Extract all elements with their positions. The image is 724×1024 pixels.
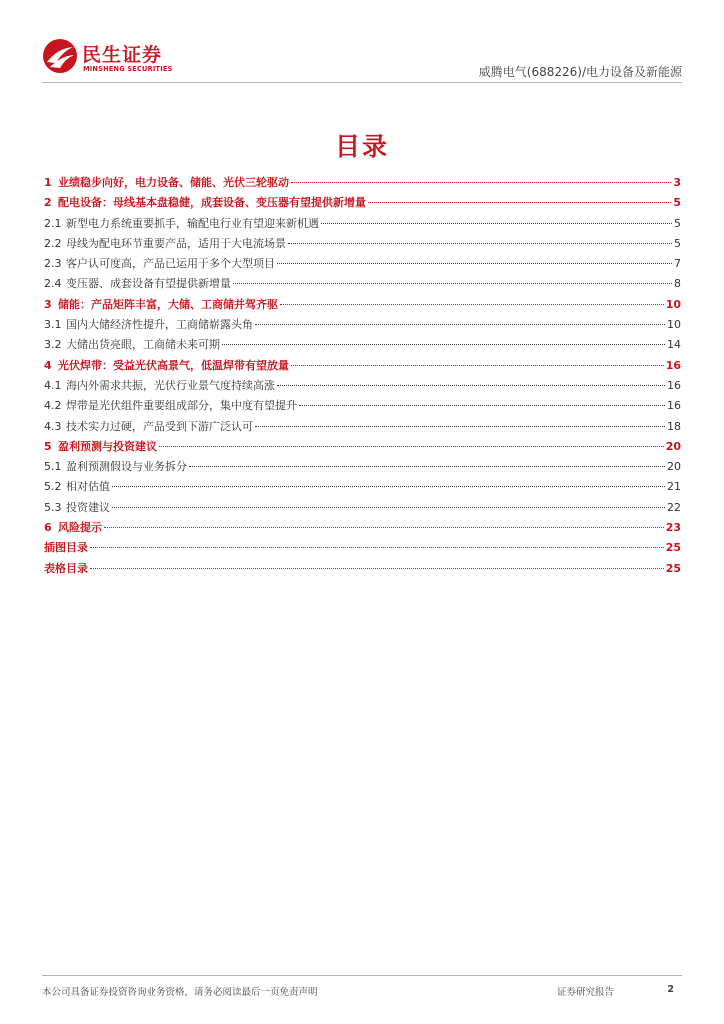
toc-dot-leader: [291, 182, 671, 183]
toc-dot-leader: [90, 547, 664, 548]
table-of-contents: [44, 174, 681, 580]
toc-entry-page: 25: [665, 541, 681, 555]
toc-entry-page: 16: [667, 378, 681, 392]
toc-entry-page: 20: [667, 460, 681, 474]
toc-entry-title: 表格目录: [44, 561, 88, 575]
toc-entry[interactable]: [44, 499, 681, 519]
toc-dot-leader: [233, 283, 672, 284]
toc-dot-leader: [90, 568, 664, 569]
toc-entry-number: 3.1: [44, 318, 62, 332]
toc-entry-page: 16: [665, 358, 681, 372]
footer-disclaimer: 本公司具备证券投资咨询业务资格，请务必阅读最后一页免责声明: [42, 987, 318, 998]
toc-dot-leader: [104, 527, 664, 528]
toc-entry-number: 4.1: [44, 378, 62, 392]
toc-entry-number: 2.1: [44, 216, 62, 230]
toc-entry-page: 3: [673, 176, 681, 189]
toc-entry[interactable]: [44, 397, 681, 417]
toc-entry-page: 21: [667, 480, 681, 494]
toc-entry-page: 5: [673, 196, 681, 210]
toc-dot-leader: [112, 486, 665, 487]
toc-dot-leader: [255, 324, 665, 325]
toc-entry-number: 6: [44, 521, 52, 535]
toc-entry-title: 风险提示: [58, 521, 102, 535]
toc-entry[interactable]: [44, 336, 681, 356]
minsheng-logo: [42, 38, 202, 78]
toc-dot-leader: [189, 466, 665, 467]
toc-entry-number: 1: [44, 176, 52, 189]
toc-entry-title: 插图目录: [44, 541, 88, 555]
toc-entry[interactable]: [44, 438, 681, 458]
toc-entry-number: 3: [44, 297, 52, 311]
toc-dot-leader: [288, 243, 672, 244]
toc-entry[interactable]: [44, 194, 681, 214]
toc-entry-number: 5.1: [44, 460, 62, 474]
toc-entry[interactable]: [44, 539, 681, 559]
toc-dot-leader: [368, 202, 671, 203]
toc-entry-title: 国内大储经济性提升，工商储崭露头角: [66, 318, 253, 332]
toc-entry-title: 变压器、成套设备有望提供新增量: [66, 277, 231, 291]
toc-entry[interactable]: [44, 478, 681, 498]
toc-entry-number: 2.4: [44, 277, 62, 291]
page-title: 目录: [334, 132, 389, 161]
toc-entry-page: 16: [667, 399, 681, 413]
toc-dot-leader: [277, 385, 665, 386]
toc-dot-leader: [222, 344, 665, 345]
toc-entry[interactable]: [44, 377, 681, 397]
toc-dot-leader: [291, 365, 664, 366]
toc-entry-page: 18: [667, 419, 681, 433]
toc-entry[interactable]: [44, 560, 681, 580]
toc-entry[interactable]: [44, 296, 681, 316]
toc-entry-page: 25: [665, 561, 681, 575]
page-header: [0, 0, 724, 84]
toc-entry-title: 大储出货亮眼，工商储未来可期: [66, 338, 220, 352]
toc-entry-page: 5: [674, 216, 681, 230]
toc-entry-title: 焊带是光伏组件重要组成部分，集中度有望提升: [66, 399, 297, 413]
toc-entry[interactable]: [44, 174, 681, 194]
toc-entry-page: 10: [665, 297, 681, 311]
logo-chinese-name: 民生证券: [82, 44, 163, 66]
toc-entry-page: 20: [665, 439, 681, 453]
toc-entry-title: 盈利预测假设与业务拆分: [66, 460, 187, 474]
toc-entry-title: 技术实力过硬，产品受到下游广泛认可: [66, 419, 253, 433]
toc-entry-page: 10: [667, 318, 681, 332]
toc-entry-number: 2: [44, 196, 52, 210]
toc-entry[interactable]: [44, 316, 681, 336]
toc-entry-title: 配电设备：母线基本盘稳健，成套设备、变压器有望提供新增量: [58, 196, 366, 210]
toc-entry[interactable]: [44, 235, 681, 255]
toc-dot-leader: [112, 507, 665, 508]
toc-entry-title: 相对估值: [66, 480, 110, 494]
toc-entry-title: 业绩稳步向好，电力设备、储能、光伏三轮驱动: [58, 176, 289, 189]
toc-entry[interactable]: [44, 418, 681, 438]
logo-english-name: MINSHENG SECURITIES: [83, 65, 173, 73]
toc-entry-page: 8: [674, 277, 681, 291]
toc-entry-title: 光伏焊带：受益光伏高景气，低温焊带有望放量: [58, 358, 289, 372]
toc-entry-number: 3.2: [44, 338, 62, 352]
footer-divider: [42, 975, 682, 976]
footer-page-number: 2: [667, 984, 674, 995]
toc-entry-page: 22: [667, 500, 681, 514]
toc-entry[interactable]: [44, 275, 681, 295]
footer-report-type: 证券研究报告: [557, 987, 615, 998]
toc-entry-page: 14: [667, 338, 681, 352]
toc-entry-title: 新型电力系统重要抓手，输配电行业有望迎来新机遇: [66, 216, 319, 230]
toc-entry-number: 4.3: [44, 419, 62, 433]
toc-dot-leader: [280, 304, 664, 305]
toc-entry-page: 5: [674, 236, 681, 250]
toc-entry[interactable]: [44, 357, 681, 377]
toc-entry-title: 投资建议: [66, 500, 110, 514]
toc-dot-leader: [277, 263, 672, 264]
toc-entry-number: 5: [44, 439, 52, 453]
toc-entry-page: 7: [674, 257, 681, 271]
minsheng-logo-icon: [42, 38, 78, 74]
toc-entry-page: 23: [665, 521, 681, 535]
header-divider: [42, 82, 682, 83]
toc-entry-number: 2.3: [44, 257, 62, 271]
toc-entry-title: 客户认可度高，产品已运用于多个大型项目: [66, 257, 275, 271]
toc-entry-number: 4.2: [44, 399, 62, 413]
toc-entry-title: 盈利预测与投资建议: [58, 439, 157, 453]
toc-entry-title: 海内外需求共振，光伏行业景气度持续高涨: [66, 378, 275, 392]
report-reference: 威腾电气(688226)/电力设备及新能源: [478, 65, 682, 79]
toc-entry-number: 4: [44, 358, 52, 372]
toc-dot-leader: [159, 446, 664, 447]
toc-entry-title: 储能：产品矩阵丰富，大储、工商储并驾齐驱: [58, 297, 278, 311]
toc-entry[interactable]: [44, 255, 681, 275]
toc-entry[interactable]: [44, 458, 681, 478]
toc-entry-number: 5.3: [44, 500, 62, 514]
toc-dot-leader: [255, 426, 665, 427]
toc-entry-number: 5.2: [44, 480, 62, 494]
toc-dot-leader: [321, 223, 672, 224]
toc-entry[interactable]: [44, 519, 681, 539]
toc-entry-number: 2.2: [44, 236, 62, 250]
toc-entry-title: 母线为配电环节重要产品，适用于大电流场景: [66, 236, 286, 250]
toc-entry[interactable]: [44, 215, 681, 235]
toc-dot-leader: [299, 405, 665, 406]
